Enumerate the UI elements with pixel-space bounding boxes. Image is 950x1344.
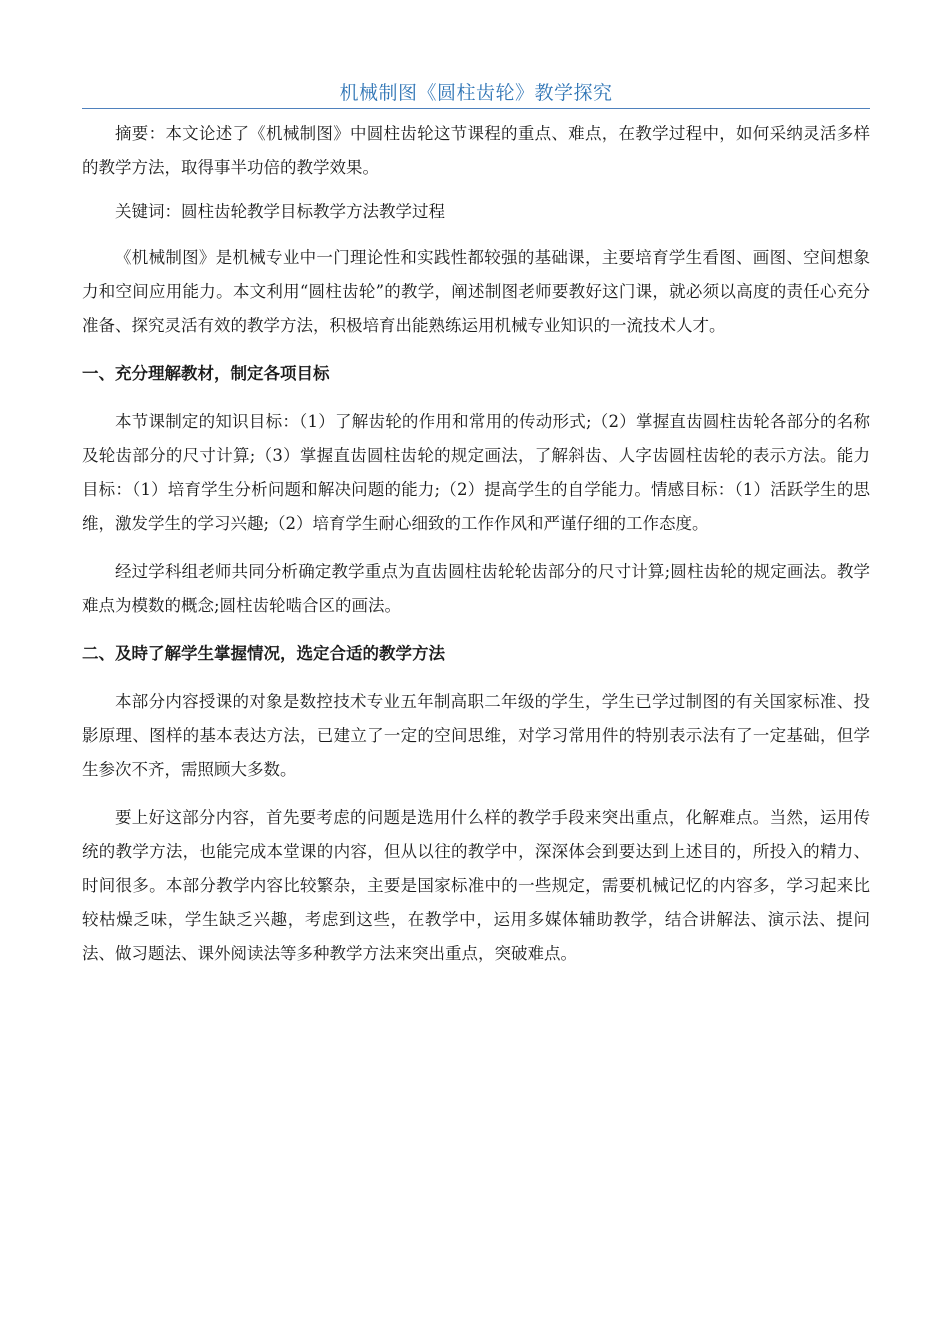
section-2-paragraph-2: 要上好这部分内容，首先要考虑的问题是选用什么样的教学手段来突出重点，化解难点。当然，运用传统的教学方法，也能完成本堂课的内容，但从以往的教学中，深深体会到要达到上述目的，所投入的精力、时间很多。本部分教学内容比较繁杂，主要是国家标准中的一些规定，需要机械记忆的内容多，学习起来比较枯燥乏味，学生缺乏兴趣，考虑到这些，在教学中，运用多媒体辅助教学，结合讲解法、演示法、提问法、做习题法、课外阅读法等多种教学方法来突出重点，突破难点。 (82, 808, 870, 963)
section-heading-1: 一、充分理解教材，制定各项目标 (82, 364, 330, 383)
section-1-paragraph-1: 本节课制定的知识目标：（1）了解齿轮的作用和常用的传动形式;（2）掌握直齿圆柱齿轮各部分的名称及轮齿部分的尺寸计算;（3）掌握直齿圆柱齿轮的规定画法，了解斜齿、人字齿圆柱齿轮的表示方法。能力目标：（1）培育学生分析问题和解决问题的能力;（2）提高学生的自学能力。情感目标：（1）活跃学生的思维，激发学生的学习兴趣;（2）培育学生耐心细致的工作作风和严谨仔细的工作态度。 (82, 412, 870, 533)
document-title: 机械制图《圆柱齿轮》教学探究 (339, 82, 613, 104)
keywords-line: 关键词：圆柱齿轮教学目标教学方法教学过程 (115, 202, 445, 221)
section-heading-2: 二、及時了解学生掌握情况，选定合适的教学方法 (82, 644, 445, 663)
document-page (82, 78, 870, 985)
abstract-paragraph: 摘要：本文论述了《机械制图》中圆柱齿轮这节课程的重点、难点，在教学过程中，如何采纳灵活多样的教学方法，取得事半功倍的教学效果。 (82, 124, 870, 177)
section-2-paragraph-1: 本部分内容授课的对象是数控技术专业五年制高职二年级的学生，学生已学过制图的有关国家标准、投影原理、图样的基本表达方法，已建立了一定的空间思维，对学习常用件的特别表示法有了一定基础，但学生参次不齐，需照顾大多数。 (82, 692, 870, 779)
intro-paragraph: 《机械制图》是机械专业中一门理论性和实践性都较强的基础课，主要培育学生看图、画图、空间想象力和空间应用能力。本文利用“圆柱齿轮”的教学，阐述制图老师要教好这门课，就必须以高度的责任心充分准备、探究灵活有效的教学方法，积极培育出能熟练运用机械专业知识的一流技术人才。 (82, 248, 870, 335)
title-underline (82, 108, 870, 109)
section-1-paragraph-2: 经过学科组老师共同分析确定教学重点为直齿圆柱齿轮轮齿部分的尺寸计算;圆柱齿轮的规定画法。教学难点为模数的概念;圆柱齿轮啮合区的画法。 (82, 562, 870, 615)
